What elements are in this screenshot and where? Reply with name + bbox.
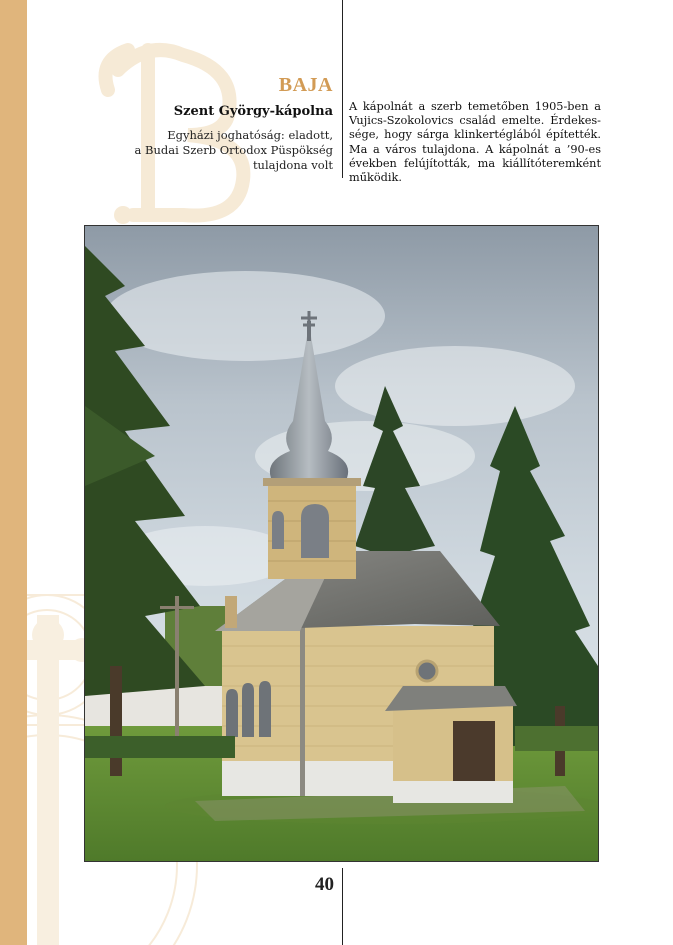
description-line: sége, hogy sárga klinkertéglából építették. <box>349 128 601 142</box>
chapel-photo-illustration <box>85 226 598 861</box>
chapel-description <box>349 100 601 185</box>
description-line: években felújították, ma kiállítóteremként <box>349 156 601 170</box>
description-line: működik. <box>349 171 402 185</box>
description-line: Vujics-Szokolovics család emelte. Érdekes- <box>349 114 601 128</box>
chapel-title: Szent György-kápolna <box>173 104 333 119</box>
description-line: Ma a város tulajdona. A kápolnát a ’90-es <box>349 142 601 156</box>
jurisdiction-note <box>103 128 333 173</box>
jurisdiction-line: Egyházi joghatóság: eladott, <box>167 128 333 142</box>
page-number: 40 <box>315 874 334 895</box>
center-divider-bottom <box>342 868 343 945</box>
page-spine-band <box>0 0 27 945</box>
jurisdiction-line: tulajdona volt <box>252 158 333 172</box>
center-divider-top <box>342 0 343 178</box>
description-line: A kápolnát a szerb temetőben 1905-ben a <box>349 100 601 113</box>
city-heading: BAJA <box>278 74 333 96</box>
chapel-photo <box>84 225 599 862</box>
jurisdiction-line: a Budai Szerb Ortodox Püspökség <box>134 143 333 157</box>
